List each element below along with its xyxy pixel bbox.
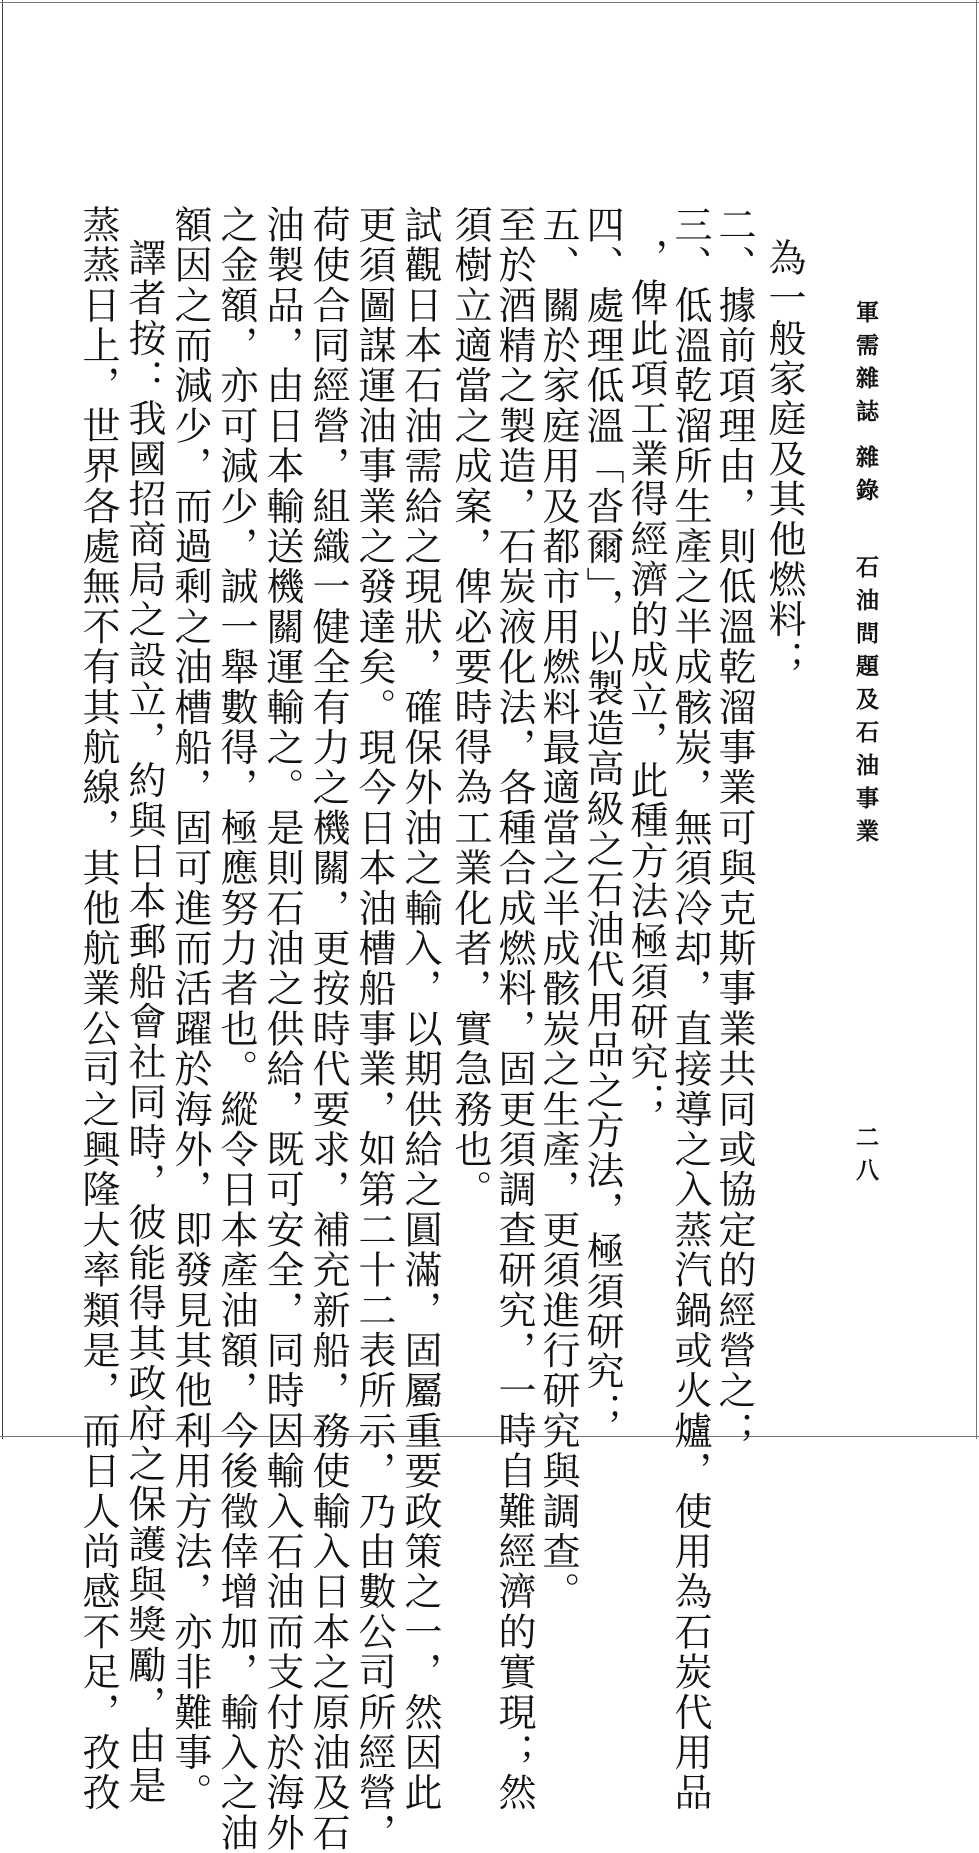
body-column: 更須圖謀運油事業之發達矣。現今日本油槽船事業，如第二十二表所示，乃由數公司所經營，	[352, 205, 396, 1853]
page-border-left	[2, 0, 3, 1439]
body-column: 五、關於家庭用及都市用燃料最適當之半成骸炭之生產，更須進行研究與調查。	[536, 205, 580, 1612]
body-column: 四、處理低溫「沓爾」，以製造高級之石油代用品之方法，極須研究；	[580, 205, 624, 1433]
body-column: 為一般家庭及其他燃料；	[762, 238, 806, 681]
journal-title: 軍需雜誌	[852, 300, 879, 432]
body-column: ，俾此項工業得經濟的成立，此種方法極須研究；	[624, 238, 668, 1123]
body-column: 蒸蒸日上，世界各處無不有其航線，其他航業公司之興隆大率類是，而日人尚感不足，孜孜	[76, 205, 120, 1813]
body-column: 二、據前項理由，則低溫乾溜事業可與克斯事業共同或協定的經營之；	[712, 205, 756, 1452]
page-border-top	[0, 2, 979, 3]
page-number: 二八	[852, 1125, 879, 1191]
body-column: 須樹立適當之成案，俾必要時得為工業化者，實急務也。	[448, 205, 492, 1210]
page-border-right	[976, 0, 977, 1439]
body-column: 之金額，亦可減少，誠一舉數得，極應努力者也。縱令日本產油額，今後徵倖增加，輸入之油	[214, 205, 258, 1853]
body-column: 至於酒精之製造，石炭液化法，各種合成燃料，固更須調查研究，一時自難經濟的實現；然	[492, 205, 536, 1813]
body-column: 荷使合同經營，組織一健全有力之機關，更按時代要求，補充新船，務使輸入日本之原油及石	[306, 205, 350, 1853]
body-column: 額因之而減少，而過剩之油槽船，固可進而活躍於海外，即發見其他利用方法，亦非難事。	[168, 205, 212, 1813]
body-column: 三、低溫乾溜所生產之半成骸炭，無須冷却，直接導之入蒸汽鍋或火爐，使用為石炭代用品	[668, 205, 712, 1813]
section-label: 雜錄	[852, 445, 879, 511]
body-column: 油製品，由日本輸送機關運輸之。是則石油之供給，既可安全，同時因輸入石油而支付於海外	[260, 205, 304, 1853]
body-column: 譯者按：我國招商局之設立，約與日本郵船會社同時，彼能得其政府之保護與獎勵，由是	[122, 238, 166, 1806]
body-column: 試觀日本石油需給之現狀，確保外油之輸入，以期供給之圓滿，固屬重要政策之一，然因此	[398, 205, 442, 1813]
article-title: 石油問題及石油事業	[852, 555, 879, 852]
